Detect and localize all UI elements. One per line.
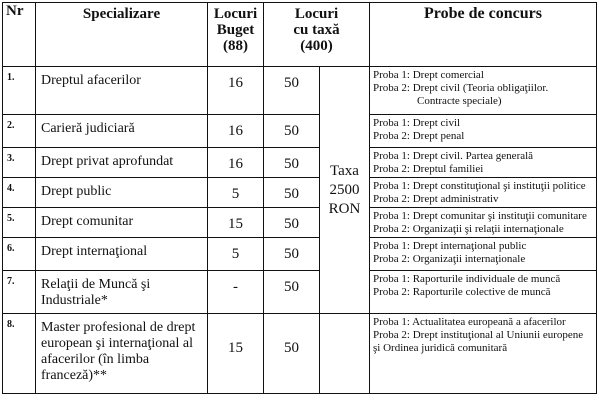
table-row (3, 178, 597, 208)
taxa-fee-line2: 2500 (329, 181, 360, 198)
row-buget: 5 (208, 178, 264, 208)
row-buget: 5 (208, 238, 264, 271)
row-nr: 5. (3, 208, 36, 238)
row-probe (370, 271, 597, 314)
probe-line: Proba 1: Actualitatea europeană a afacerilor (373, 316, 566, 328)
table-row (3, 148, 597, 178)
probe-line: Proba 2: Drept administrativ (373, 193, 499, 205)
table-row (3, 208, 597, 238)
row-nr: 7. (3, 271, 36, 314)
probe-line: Contracte speciale) (417, 95, 502, 107)
row-taxa: 50 (264, 314, 320, 394)
header-probe: Probe de concurs (370, 3, 597, 67)
row-buget: - (208, 271, 264, 314)
row-probe (370, 178, 597, 208)
row-taxa: 50 (264, 208, 320, 238)
row-taxa: 50 (264, 115, 320, 148)
row-nr: 8. (3, 314, 36, 394)
row-buget: 15 (208, 208, 264, 238)
row-specializare: Dreptul afacerilor (36, 67, 208, 115)
row-taxa: 50 (264, 238, 320, 271)
row-probe (370, 208, 597, 238)
row-probe (370, 314, 597, 394)
probe-line: Proba 1: Drept civil (373, 117, 461, 129)
header-locuri-taxa (264, 3, 370, 67)
row-8-empty-cell (320, 314, 370, 394)
table-row (3, 115, 597, 148)
header-buget-line3: (88) (223, 38, 248, 54)
row-buget: 15 (208, 314, 264, 394)
row-probe (370, 67, 597, 115)
row-nr: 3. (3, 148, 36, 178)
taxa-fee-cell (320, 67, 370, 314)
probe-line: Proba 1: Raporturile individuale de muncă (373, 273, 561, 285)
row-taxa: 50 (264, 178, 320, 208)
table-row (3, 314, 597, 394)
probe-line: Proba 1: Drept civil. Partea generală (373, 150, 534, 162)
row-taxa: 50 (264, 148, 320, 178)
row-specializare: Relaţii de Muncă şi Industriale* (36, 271, 208, 314)
row-specializare: Drept privat aprofundat (36, 148, 208, 178)
header-row (3, 3, 597, 67)
row-specializare: Drept public (36, 178, 208, 208)
probe-line: Proba 2: Drept penal (373, 130, 465, 142)
row-taxa: 50 (264, 67, 320, 115)
row-specializare: Drept comunitar (36, 208, 208, 238)
probe-line: Proba 2: Drept instituţional al Uniunii europene (373, 329, 584, 341)
probe-line: Proba 2: Organizaţii internaţionale (373, 253, 526, 265)
probe-line: Proba 1: Drept internaţional public (373, 240, 527, 252)
header-taxa-line2: cu taxă (293, 22, 340, 38)
probe-line: Proba 1: Drept comercial (373, 69, 484, 81)
row-nr: 4. (3, 178, 36, 208)
probe-line: Proba 2: Organizaţii şi relaţii internaţionale (373, 223, 564, 235)
header-buget-line2: Buget (216, 22, 255, 38)
row-buget: 16 (208, 148, 264, 178)
probe-line: Proba 1: Drept constituţional şi instituţii politice (373, 180, 586, 192)
header-nr: Nr (3, 3, 36, 67)
row-buget: 16 (208, 67, 264, 115)
row-nr: 6. (3, 238, 36, 271)
header-locuri-buget (208, 3, 264, 67)
row-specializare: Drept internaţional (36, 238, 208, 271)
header-specializare: Specializare (36, 3, 208, 67)
header-buget-line1: Locuri (213, 6, 258, 22)
row-taxa: 50 (264, 271, 320, 314)
row-probe (370, 238, 597, 271)
header-taxa-line1: Locuri (294, 6, 339, 22)
row-specializare: Master profesional de drept european şi internaţional al afacerilor (în limba franceză)** (36, 314, 208, 394)
table-row (3, 67, 597, 115)
probe-line: Proba 1: Drept comunitar şi instituţii comunitare (373, 210, 587, 222)
table-row (3, 271, 597, 314)
row-probe (370, 115, 597, 148)
row-probe (370, 148, 597, 178)
probe-line: Proba 2: Raporturile colective de muncă (373, 286, 551, 298)
taxa-fee-line1: Taxa (330, 162, 359, 179)
probe-line: şi Ordinea juridică comunitară (373, 342, 508, 354)
header-taxa-line3: (400) (300, 38, 333, 54)
row-nr: 1. (3, 67, 36, 115)
taxa-fee-line3: RON (328, 200, 361, 217)
admission-table (2, 2, 597, 394)
row-buget: 16 (208, 115, 264, 148)
probe-line: Proba 2: Drept civil (Teoria obligaţiilor. (373, 82, 549, 94)
probe-line: Proba 2: Dreptul familiei (373, 163, 484, 175)
table-row (3, 238, 597, 271)
row-specializare: Carieră judiciară (36, 115, 208, 148)
row-nr: 2. (3, 115, 36, 148)
